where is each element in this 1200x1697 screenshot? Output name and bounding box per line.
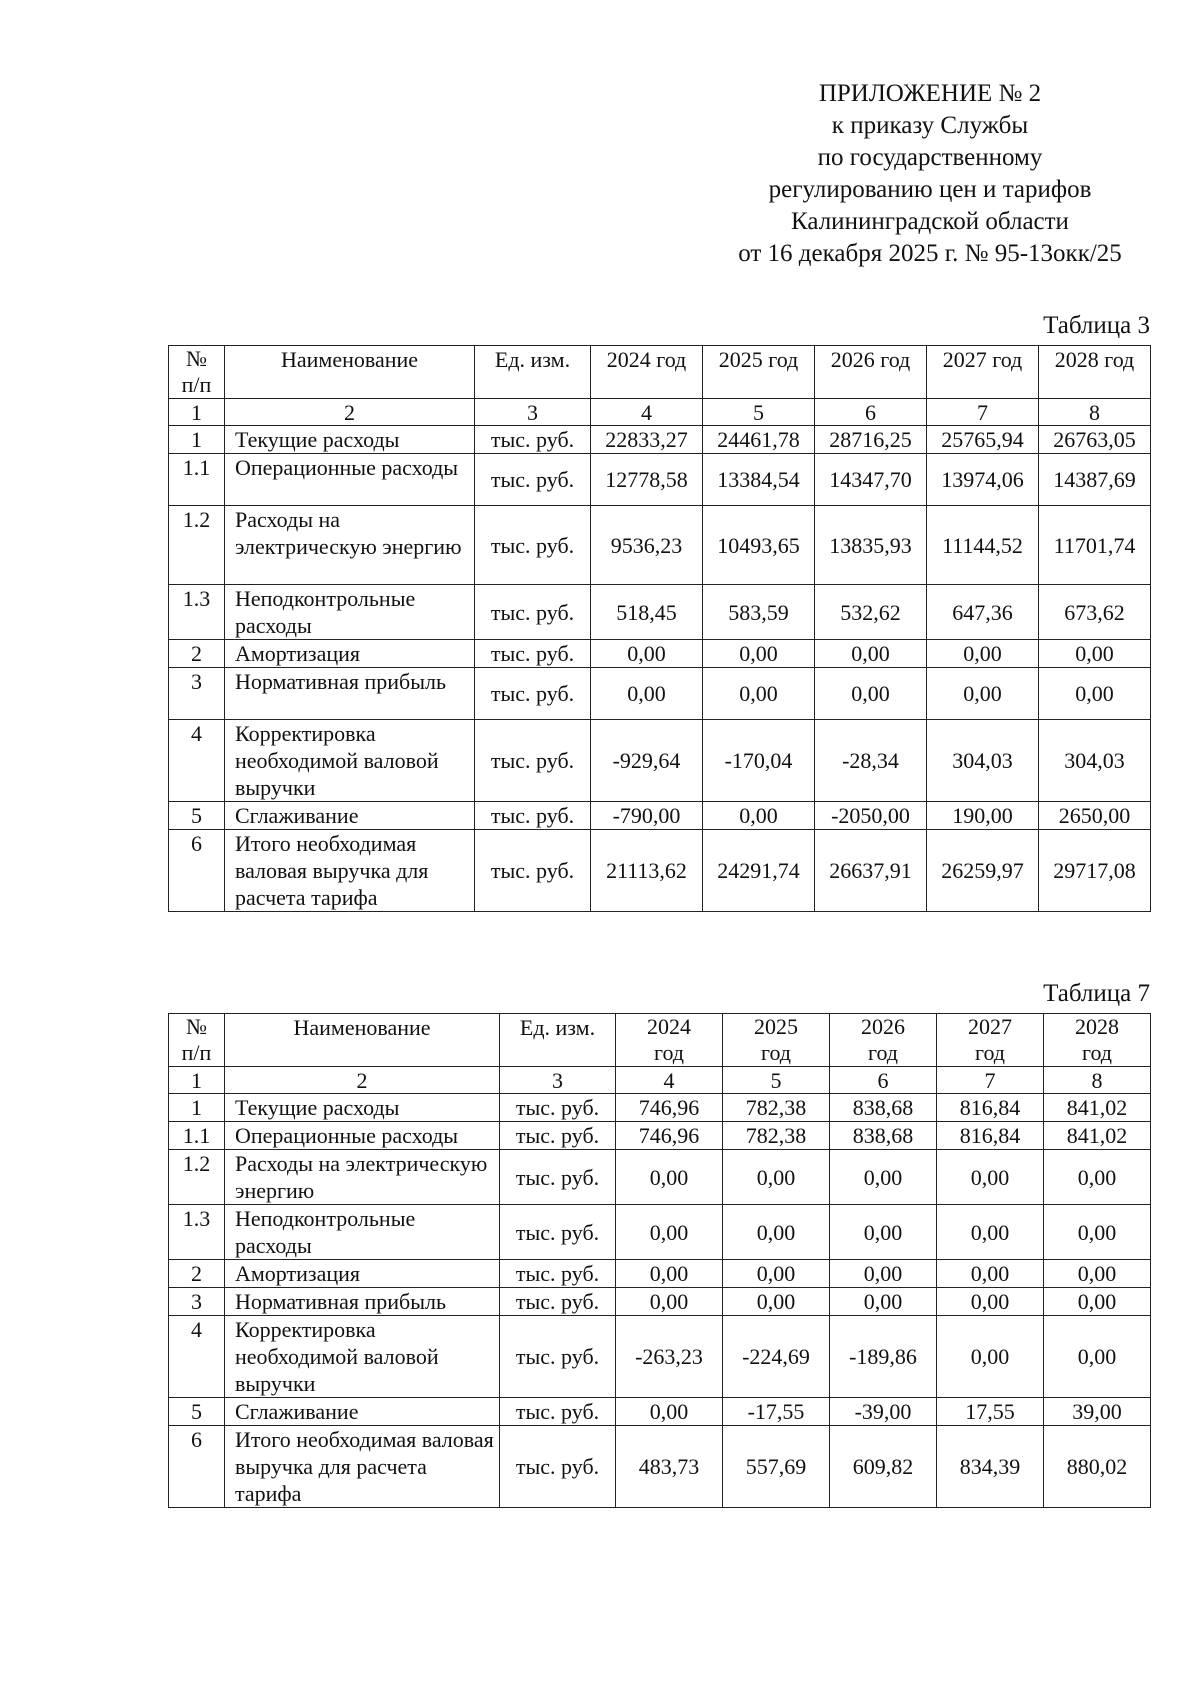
header-year: 2025 год	[703, 346, 815, 399]
row-value: 13974,06	[927, 454, 1039, 506]
row-value: 483,73	[616, 1426, 723, 1508]
table-row	[169, 802, 1151, 830]
table-row	[169, 585, 1151, 640]
row-value: 304,03	[1039, 720, 1151, 802]
row-value: 0,00	[937, 1205, 1044, 1260]
row-value: 14347,70	[815, 454, 927, 506]
header-year: 2026 год	[830, 1014, 937, 1067]
row-value: 14387,69	[1039, 454, 1151, 506]
row-number: 1.1	[169, 1122, 225, 1150]
row-value: 0,00	[937, 1288, 1044, 1316]
row-value: 673,62	[1039, 585, 1151, 640]
header-line-regulation: регулированию цен и тарифов	[768, 176, 1092, 203]
row-name: Расходы на электрическую энергию	[225, 1150, 500, 1205]
column-number: 3	[500, 1067, 616, 1094]
row-value: 841,02	[1044, 1122, 1151, 1150]
column-number: 8	[1044, 1067, 1151, 1094]
header-year: 2028 год	[1044, 1014, 1151, 1067]
row-value: 17,55	[937, 1398, 1044, 1426]
row-value: 0,00	[616, 1205, 723, 1260]
column-number: 1	[169, 1067, 225, 1094]
row-value: 25765,94	[927, 426, 1039, 454]
row-value: 782,38	[723, 1122, 830, 1150]
row-value: 0,00	[927, 668, 1039, 720]
row-number: 6	[169, 1426, 225, 1508]
row-value: 0,00	[616, 1288, 723, 1316]
row-value: 0,00	[723, 1288, 830, 1316]
row-value: 304,03	[927, 720, 1039, 802]
row-value: 12778,58	[591, 454, 703, 506]
row-value: 0,00	[830, 1205, 937, 1260]
row-value: 647,36	[927, 585, 1039, 640]
table-row	[169, 1426, 1151, 1508]
header-unit: Ед. изм.	[475, 346, 591, 399]
row-number: 2	[169, 1260, 225, 1288]
row-value: 838,68	[830, 1094, 937, 1122]
row-name: Текущие расходы	[225, 426, 475, 454]
row-value: 10493,65	[703, 506, 815, 585]
table-row	[169, 1288, 1151, 1316]
row-name: Расходы на электрическую энергию	[225, 506, 475, 585]
document-header	[690, 78, 1170, 270]
row-value: -189,86	[830, 1316, 937, 1398]
row-value: 22833,27	[591, 426, 703, 454]
row-value: 0,00	[830, 1150, 937, 1205]
row-number: 3	[169, 668, 225, 720]
row-value: 2650,00	[1039, 802, 1151, 830]
row-name: Амортизация	[225, 640, 475, 668]
table-7-body	[169, 1014, 1151, 1508]
row-value: 28716,25	[815, 426, 927, 454]
row-unit: тыс. руб.	[500, 1205, 616, 1260]
header-unit: Ед. изм.	[500, 1014, 616, 1067]
row-value: 39,00	[1044, 1398, 1151, 1426]
row-name: Сглаживание	[225, 1398, 500, 1426]
row-value: 13384,54	[703, 454, 815, 506]
row-value: 13835,93	[815, 506, 927, 585]
row-value: 532,62	[815, 585, 927, 640]
row-value: -224,69	[723, 1316, 830, 1398]
row-value: -929,64	[591, 720, 703, 802]
row-value: 0,00	[616, 1260, 723, 1288]
column-number-row	[169, 399, 1151, 426]
column-number: 5	[723, 1067, 830, 1094]
header-num: № п/п	[169, 346, 225, 399]
row-number: 1.2	[169, 1150, 225, 1205]
header-num: № п/п	[169, 1014, 225, 1067]
row-unit: тыс. руб.	[500, 1150, 616, 1205]
row-value: 816,84	[937, 1094, 1044, 1122]
row-number: 5	[169, 802, 225, 830]
table-row	[169, 1205, 1151, 1260]
table-row	[169, 668, 1151, 720]
table-row	[169, 426, 1151, 454]
row-value: 609,82	[830, 1426, 937, 1508]
row-value: -790,00	[591, 802, 703, 830]
row-value: -17,55	[723, 1398, 830, 1426]
table-row	[169, 1398, 1151, 1426]
column-number: 2	[225, 1067, 500, 1094]
table-header-row	[169, 346, 1151, 399]
row-number: 4	[169, 1316, 225, 1398]
column-number-row	[169, 1067, 1151, 1094]
row-unit: тыс. руб.	[500, 1122, 616, 1150]
column-number: 3	[475, 399, 591, 426]
row-value: -263,23	[616, 1316, 723, 1398]
row-unit: тыс. руб.	[475, 426, 591, 454]
row-value: -28,34	[815, 720, 927, 802]
column-number: 5	[703, 399, 815, 426]
row-number: 1.3	[169, 1205, 225, 1260]
table-row	[169, 1150, 1151, 1205]
row-value: 0,00	[723, 1150, 830, 1205]
column-number: 6	[815, 399, 927, 426]
row-unit: тыс. руб.	[500, 1094, 616, 1122]
row-value: 190,00	[927, 802, 1039, 830]
table-row	[169, 1122, 1151, 1150]
column-number: 6	[830, 1067, 937, 1094]
header-line-order: к приказу Службы	[831, 112, 1029, 139]
column-number: 7	[927, 399, 1039, 426]
table-row	[169, 1260, 1151, 1288]
row-value: 0,00	[815, 640, 927, 668]
row-value: 0,00	[616, 1398, 723, 1426]
row-value: 0,00	[703, 802, 815, 830]
row-value: 746,96	[616, 1094, 723, 1122]
column-number: 4	[591, 399, 703, 426]
row-number: 1.3	[169, 585, 225, 640]
row-name: Амортизация	[225, 1260, 500, 1288]
row-value: 0,00	[1044, 1260, 1151, 1288]
row-value: 29717,08	[1039, 830, 1151, 912]
row-name: Нормативная прибыль	[225, 1288, 500, 1316]
row-number: 1	[169, 426, 225, 454]
row-value: 0,00	[591, 668, 703, 720]
header-year: 2025 год	[723, 1014, 830, 1067]
column-number: 8	[1039, 399, 1151, 426]
row-name: Итого необходимая валовая выручка для расчета тарифа	[225, 1426, 500, 1508]
table-row	[169, 1094, 1151, 1122]
row-value: 816,84	[937, 1122, 1044, 1150]
row-number: 1.1	[169, 454, 225, 506]
row-unit: тыс. руб.	[475, 640, 591, 668]
header-year: 2024 год	[616, 1014, 723, 1067]
header-name: Наименование	[225, 1014, 500, 1067]
row-value: 0,00	[703, 668, 815, 720]
row-number: 5	[169, 1398, 225, 1426]
row-value: 0,00	[1044, 1150, 1151, 1205]
row-value: 834,39	[937, 1426, 1044, 1508]
row-value: 0,00	[1044, 1205, 1151, 1260]
row-value: 0,00	[1039, 640, 1151, 668]
row-value: 880,02	[1044, 1426, 1151, 1508]
column-number: 2	[225, 399, 475, 426]
row-value: 0,00	[830, 1288, 937, 1316]
row-value: 26259,97	[927, 830, 1039, 912]
row-value: 0,00	[591, 640, 703, 668]
row-name: Сглаживание	[225, 802, 475, 830]
table-3-caption: Таблица 3	[1043, 312, 1150, 339]
row-value: 0,00	[723, 1260, 830, 1288]
row-name: Операционные расходы	[225, 454, 475, 506]
row-value: 9536,23	[591, 506, 703, 585]
table-header-row	[169, 1014, 1151, 1067]
table-7	[168, 1013, 1151, 1508]
header-line-state: по государственному	[817, 144, 1043, 171]
row-value: 838,68	[830, 1122, 937, 1150]
row-number: 6	[169, 830, 225, 912]
row-name: Корректировка необходимой валовой выручки	[225, 720, 475, 802]
table-row	[169, 506, 1151, 585]
row-value: 0,00	[723, 1205, 830, 1260]
row-value: 26637,91	[815, 830, 927, 912]
row-name: Корректировка необходимой валовой выручки	[225, 1316, 500, 1398]
row-value: 0,00	[937, 1316, 1044, 1398]
row-number: 4	[169, 720, 225, 802]
row-value: 841,02	[1044, 1094, 1151, 1122]
row-value: 11144,52	[927, 506, 1039, 585]
row-value: 0,00	[830, 1260, 937, 1288]
row-value: 518,45	[591, 585, 703, 640]
row-value: 0,00	[1039, 668, 1151, 720]
header-name: Наименование	[225, 346, 475, 399]
row-value: 0,00	[927, 640, 1039, 668]
row-value: 0,00	[815, 668, 927, 720]
table-row	[169, 1316, 1151, 1398]
row-unit: тыс. руб.	[475, 802, 591, 830]
header-year: 2026 год	[815, 346, 927, 399]
row-value: 24291,74	[703, 830, 815, 912]
row-number: 1	[169, 1094, 225, 1122]
row-name: Неподконтрольные расходы	[225, 585, 475, 640]
row-value: -39,00	[830, 1398, 937, 1426]
header-line-region: Калининградской области	[791, 208, 1069, 235]
row-value: 0,00	[937, 1150, 1044, 1205]
row-number: 1.2	[169, 506, 225, 585]
row-unit: тыс. руб.	[500, 1316, 616, 1398]
column-number: 4	[616, 1067, 723, 1094]
row-name: Итого необходимая валовая выручка для расчета тарифа	[225, 830, 475, 912]
row-value: 0,00	[616, 1150, 723, 1205]
table-7-caption: Таблица 7	[1043, 980, 1150, 1007]
row-unit: тыс. руб.	[475, 668, 591, 720]
row-number: 2	[169, 640, 225, 668]
table-row	[169, 720, 1151, 802]
header-year: 2024 год	[591, 346, 703, 399]
row-name: Нормативная прибыль	[225, 668, 475, 720]
header-year: 2028 год	[1039, 346, 1151, 399]
row-unit: тыс. руб.	[475, 830, 591, 912]
table-row	[169, 640, 1151, 668]
column-number: 1	[169, 399, 225, 426]
row-unit: тыс. руб.	[500, 1260, 616, 1288]
header-year: 2027 год	[927, 346, 1039, 399]
table-row	[169, 830, 1151, 912]
row-unit: тыс. руб.	[475, 720, 591, 802]
row-value: 0,00	[1044, 1288, 1151, 1316]
row-unit: тыс. руб.	[475, 506, 591, 585]
row-name: Операционные расходы	[225, 1122, 500, 1150]
row-value: 782,38	[723, 1094, 830, 1122]
table-3	[168, 345, 1151, 912]
table-3-body	[169, 346, 1151, 912]
header-year: 2027 год	[937, 1014, 1044, 1067]
header-line-date: от 16 декабря 2025 г. № 95-13окк/25	[738, 240, 1122, 267]
row-unit: тыс. руб.	[475, 585, 591, 640]
row-value: 583,59	[703, 585, 815, 640]
appendix-title: ПРИЛОЖЕНИЕ № 2	[818, 80, 1042, 107]
row-value: 746,96	[616, 1122, 723, 1150]
row-value: 26763,05	[1039, 426, 1151, 454]
row-number: 3	[169, 1288, 225, 1316]
row-value: 0,00	[703, 640, 815, 668]
column-number: 7	[937, 1067, 1044, 1094]
row-value: 21113,62	[591, 830, 703, 912]
row-value: -2050,00	[815, 802, 927, 830]
row-value: 557,69	[723, 1426, 830, 1508]
row-unit: тыс. руб.	[500, 1398, 616, 1426]
row-value: -170,04	[703, 720, 815, 802]
row-unit: тыс. руб.	[500, 1426, 616, 1508]
row-value: 11701,74	[1039, 506, 1151, 585]
row-value: 0,00	[937, 1260, 1044, 1288]
table-row	[169, 454, 1151, 506]
row-value: 24461,78	[703, 426, 815, 454]
row-value: 0,00	[1044, 1316, 1151, 1398]
row-unit: тыс. руб.	[475, 454, 591, 506]
row-name: Текущие расходы	[225, 1094, 500, 1122]
row-name: Неподконтрольные расходы	[225, 1205, 500, 1260]
row-unit: тыс. руб.	[500, 1288, 616, 1316]
